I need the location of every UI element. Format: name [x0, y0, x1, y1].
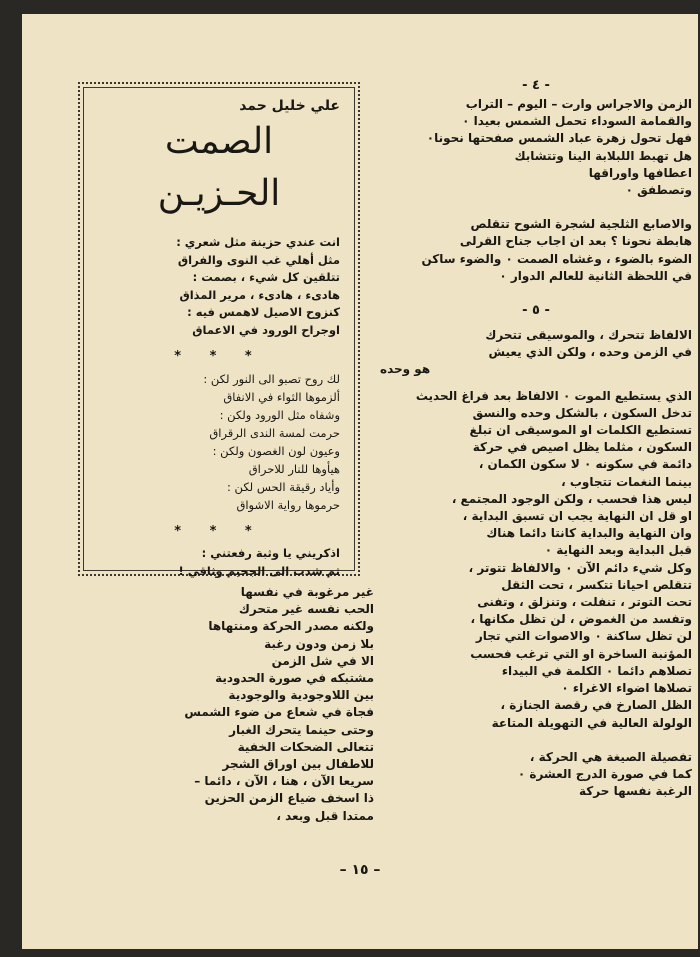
- text-line: الرغبة نفسها حركة: [579, 784, 692, 799]
- poem-line: اذكريني يا وثبة رفعتني :: [201, 546, 340, 560]
- section-5-number: - ٥ -: [522, 303, 550, 319]
- text-line: قبل البداية وبعد النهاية ٠: [544, 543, 692, 558]
- text-line: فهل تحول زهرة عباد الشمس صفحتها نحونا٠: [426, 131, 692, 146]
- text-line: الزمن والاجراس وارت – اليوم – التراب: [465, 97, 692, 111]
- left-column: [118, 584, 374, 825]
- poem-line: وأياد رقيقة الحس لكن :: [227, 480, 340, 494]
- poem-line: هيأوها للنار للاحراق: [248, 462, 340, 476]
- text-line: بينما النغمات تتجاوب ،: [561, 474, 692, 489]
- text-line: فجاة في شعاع من ضوء الشمس: [184, 705, 374, 720]
- text-line: ممتدا قبل وبعد ،: [276, 808, 374, 823]
- text-line: وتصطفق ٠: [625, 183, 692, 198]
- text-line: تفصيلة الصيغة هي الحركة ،: [529, 749, 692, 764]
- poem-stanza-2: [98, 370, 340, 514]
- stars-divider: * * *: [174, 524, 264, 539]
- text-line: والقمامة السوداء تحمل الشمس بعيدا ٠: [462, 114, 692, 129]
- text-line: تحت التوتر ، تنفلت ، وتنزلق ، وتفنى: [477, 595, 692, 610]
- text-line: وكل شيء دائم الآن ٠ والالفاظ تتوتر ،: [468, 560, 692, 575]
- text-line: ولكنه مصدر الحركة ومنتهاها: [208, 619, 374, 634]
- poem-line: هادىء ، هادىء ، مرير المذاق: [179, 287, 340, 302]
- text-line: في اللحظة الثانية للعالم الدوار ٠: [499, 268, 692, 283]
- text-line: كما في صورة الدرج العشرة ٠: [517, 766, 692, 781]
- text-line: الضوء بالضوء ، وغشاه الصمت ٠ والضوء ساكن: [421, 251, 692, 266]
- text-line: الحب نفسه غير متحرك: [238, 602, 374, 617]
- poem-line: وعيون لون الغصون ولكن :: [212, 444, 340, 458]
- right-column: [380, 76, 692, 800]
- section-4-number: - ٤ -: [522, 78, 550, 93]
- text-line: السكون ، مثلما يظل اصيص في حركة: [472, 440, 692, 455]
- poem-stanza-1: [98, 234, 340, 339]
- poem-line: وشفاه مثل الورود ولكن :: [219, 408, 340, 422]
- text-line: وان النهاية والبداية كانتا دائما هناك: [486, 526, 692, 541]
- text-line: الالفاظ تتحرك ، والموسيقى تتحرك: [485, 328, 692, 343]
- stars-divider: * * *: [174, 349, 264, 364]
- text-line: الولولة العالية في التهويلة المتاعة: [491, 715, 692, 730]
- text-line: هو وحده: [380, 362, 431, 377]
- text-line: ليس هذا فحسب ، ولكن الوجود المجتمع ،: [451, 491, 692, 506]
- text-line: تصلاهم دائما ٠ الكلمة في البيداء: [501, 663, 692, 678]
- poem-line: حرمت لمسة الندى الرقراق: [209, 426, 340, 440]
- poem-box-inner: [83, 87, 355, 578]
- text-line: او قل ان النهاية يجب ان تسبق البداية ،: [462, 509, 692, 524]
- poem-line: انت عندي حزينة مثل شعري :: [176, 235, 340, 249]
- text-line: الا في شل الزمن: [271, 653, 374, 668]
- poem-line: لك روح تصبو الى النور لكن :: [203, 372, 340, 386]
- text-line: الذي يستطيع الموت ٠ الالفاظ بعد فراغ الحديث: [415, 388, 692, 403]
- poem-stanza-3: [98, 545, 340, 580]
- poem-line: حرموها رواية الاشواق: [236, 498, 340, 512]
- section-5-stanza-a: [380, 327, 692, 379]
- text-line: اعطافها واوراقها: [588, 165, 692, 180]
- text-line: بين اللاوجودية والوجودية: [228, 688, 374, 703]
- magazine-page: [22, 14, 698, 949]
- poem-line: مثل أهلي غب النوى والفراق: [177, 252, 340, 267]
- poem-line: كنزوح الاصيل لاهمس فيه :: [187, 305, 340, 319]
- section-5-stanza-c: [380, 749, 692, 801]
- text-line: هل تهبط اللبلابة الينا وتتشابك: [514, 148, 692, 163]
- poem-line: ألزموها الثواء في الانفاق: [223, 390, 340, 404]
- text-line: المؤنبة الساخرة او التي ترغب فحسب: [470, 646, 692, 661]
- poem-line: اوجراح الورود في الاعماق: [192, 322, 340, 337]
- text-line: تدخل السكون ، بالشكل وحده والنسق: [472, 405, 692, 420]
- text-line: بلا زمن ودون رغبة: [264, 636, 374, 651]
- text-line: في الزمن وحده ، ولكن الذي يعيش: [488, 345, 692, 360]
- page-number: – ١٥ –: [339, 862, 381, 878]
- section-5-stanza-b: [380, 388, 692, 732]
- section-4-stanza-b: [380, 216, 692, 285]
- section-4-stanza-a: [380, 96, 692, 199]
- text-line: تستطيع الكلمات او الموسيقى ان تبلغ: [469, 423, 692, 438]
- poem-box: [78, 82, 360, 576]
- poem-line: ثم شدت الى الجحيم وثاقي !: [178, 563, 340, 578]
- text-line: لن تظل ساكنة ٠ والاصوات التي تجار: [475, 629, 692, 644]
- text-line: غير مرغوبة في نفسها: [240, 585, 374, 599]
- text-line: دائمة في سكونه ٠ لا سكون الكمان ،: [478, 457, 692, 472]
- text-line: وحتى حينما يتحرك الغبار: [229, 722, 374, 737]
- text-line: تتقلص احيانا تتكسر ، تحت الثقل: [501, 577, 692, 592]
- text-line: ذا اسخف ضياع الزمن الحزين: [204, 791, 374, 806]
- text-line: سريعا الآن ، هنا ، الآن ، دائما –: [194, 774, 374, 789]
- text-line: للاطفال بين اوراق الشجر: [222, 757, 374, 772]
- poem-line: تتلقين كل شيء ، بصمت :: [192, 270, 340, 284]
- text-line: والاصابع الثلجية لشجرة الشوح تتقلص: [470, 217, 692, 232]
- text-line: هابطة نحونا ؟ بعد ان اجاب جناح القرلى: [459, 234, 692, 249]
- poem-title: الصمت الحـزيـن: [157, 121, 281, 214]
- poem-author: علي خليل حمد: [239, 98, 340, 114]
- text-line: الظل الصارخ في رقصة الجنازة ،: [500, 698, 692, 713]
- text-line: تصلاها اضواء الاغراء ٠: [561, 681, 692, 696]
- text-line: مشتبكه في صورة الحدودية: [215, 671, 374, 686]
- text-line: تتعالى الضحكات الخفية: [237, 739, 374, 754]
- text-line: وتفسد من الغموض ، لن تظل مكانها ،: [470, 612, 692, 627]
